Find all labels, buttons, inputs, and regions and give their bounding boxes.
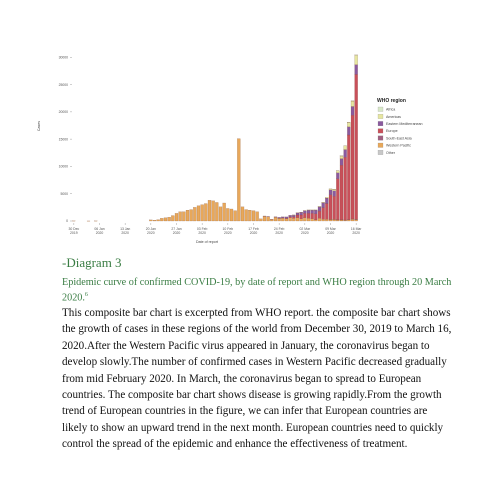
bar-segment [219,207,222,221]
y-tick-label: 0 [66,219,68,224]
bar-segment [333,196,336,219]
bar-segment [322,203,325,208]
bar-segment [157,220,160,221]
bar-segment [296,215,299,218]
bar-segment [300,215,303,219]
bar-segment [281,217,284,218]
bar-segment [292,217,295,218]
y-axis [59,55,72,223]
bar-segment [153,220,156,221]
bar-segment [318,218,321,221]
bar-segment [241,207,244,221]
bar-segment [164,218,167,221]
diagram-title: -Diagram 3 [62,255,122,270]
x-tick-label-year: 2020 [95,231,104,235]
bar-segment [311,219,314,221]
bar-segment [314,210,317,214]
bar-segment [289,217,292,218]
bar-segment [355,219,358,220]
bar-segment [289,218,292,221]
bar-segment [171,216,174,221]
legend-swatch [378,143,383,148]
bar-segment [311,213,314,218]
bar-segment [322,219,325,221]
bar-segment [190,210,193,221]
bar-segment [300,212,303,215]
bar-segment [278,217,281,218]
x-tick-label-year: 2020 [301,231,309,235]
bar-segment [344,150,347,158]
legend-swatch [378,107,383,112]
bar-segment [303,211,306,214]
bar-segment [215,202,218,221]
bar-segment [351,115,354,219]
bar-segment [340,159,343,166]
bar-segment [300,219,303,221]
bar-segment [355,220,358,221]
legend-entry: Other [386,150,395,155]
x-tick-label: 03 Feb [196,227,208,231]
bar-segment [186,210,189,221]
bar-segment [351,101,354,106]
bar-segment [314,220,317,221]
legend [377,98,423,155]
x-tick-label-year: 2020 [326,231,335,235]
x-tick-label-year: 2020 [249,231,258,235]
bar-segment [201,205,204,221]
x-tick-label-year: 2020 [147,231,155,235]
bar-segment [351,107,354,116]
bar-segment [303,218,306,221]
bar-segment [149,220,152,221]
bar-segment [285,217,288,218]
y-tick-label: 15000 [58,137,68,142]
caption-text: Epidemic curve of confirmed COVID-19, by date of report and WHO region through 20 March 2020. [62,277,452,304]
bar-segment [307,218,310,221]
legend-entry: Americas [386,114,401,119]
bar-segment [336,179,339,220]
bar-segment [285,219,288,221]
bar-segment [208,200,211,221]
bar-segment [292,218,295,221]
x-tick-label: 24 Feb [273,227,285,231]
legend-entry: Western Pacific [386,143,411,148]
bar-segment [256,212,259,221]
x-tick-label: 20 Jan [145,227,156,231]
plot-area [72,55,357,221]
bar-segment [230,209,233,221]
bar-segment [344,157,347,220]
legend-swatch [378,129,383,134]
bar-segment [182,212,185,221]
bar-segment [355,65,358,75]
y-tick-label: 10000 [58,164,68,169]
bar-segment [311,210,314,213]
y-tick-label: 5000 [60,191,68,196]
legend-entry: Eastern Mediterranean [386,122,423,126]
x-tick-label-year: 2019 [70,231,78,235]
bar-segment [325,197,328,198]
bar-segment [278,218,281,221]
x-tick-label-year: 2020 [198,231,206,235]
x-tick-label: 16 Mar [350,227,362,231]
bar-segment [318,211,321,218]
y-tick-label: 20000 [58,110,68,115]
bar-segment [212,201,215,221]
legend-swatch [378,114,383,119]
legend-swatch [378,150,383,155]
bar-segment [347,122,350,126]
y-tick-label: 30000 [58,55,68,60]
bar-segment [296,218,299,221]
bar-segment [351,219,354,221]
x-tick-label-year: 2020 [224,231,232,235]
bar-segment [223,203,226,221]
bar-segment [325,198,328,203]
x-tick-label: 27 Jan [171,227,182,231]
bar-segment [237,139,240,221]
x-tick-label: 09 Mar [325,227,336,231]
bar-segment [333,191,336,196]
legend-entry: Europe [386,129,398,134]
bar-segment [245,210,248,221]
bar-segment [289,215,292,217]
x-tick-label-year: 2020 [275,231,283,235]
bar-segment [234,211,237,221]
bar-segment [340,165,343,220]
bar-segment [296,213,299,215]
bar-segment [318,207,321,211]
bar-segment [248,210,251,221]
bar-segment [303,213,306,217]
bar-segment [267,217,270,221]
x-tick-label: 30 Dec [68,227,80,231]
bar-segment [355,55,358,56]
legend-swatch [378,136,383,141]
x-tick-label: 06 Jan [94,227,105,231]
caption-footnote: 6 [84,292,88,298]
x-tick-label: 17 Feb [248,227,259,231]
x-tick-label-year: 2020 [352,231,360,235]
bar-segment [355,74,358,219]
bar-segment [347,127,350,135]
bar-segment [274,217,277,221]
bar-segment [347,135,350,220]
bar-segment [307,213,310,218]
bar-segment [281,218,284,221]
x-tick-label: 02 Mar [299,227,311,231]
bar-segment [252,211,255,221]
bar-segment [307,210,310,213]
bar-segment [329,195,332,220]
bar-segment [168,217,171,221]
bar-segment [322,208,325,219]
figure-caption [62,276,462,304]
bar-segment [325,204,328,220]
bar-segment [329,189,332,190]
bar-segment [336,173,339,179]
legend-title: WHO region [377,98,406,104]
body-paragraph: This composite bar chart is excerpted from WHO report. the composite bar chart shows the growth of cases in these regions of the world from December 30, 2019 to March 16, 2020.After the Western Pacific virus appeared in January, the coronavirus began to develop slowly.The number of confirmed cases in Western Pacific decreased gradually from mid February 2020. In March, the coronavirus began to spread to European countries. The composite bar chart shows disease is growing rapidly.From the growth trend of European countries in the figure, we can infer that European countries are likely to show an upward trend in the next month. European countries need to quickly control the spread of the epidemic and enhance the effectiveness of treatment. [62,307,452,451]
bar-segment [175,213,178,221]
bar-segment [204,204,207,221]
legend-swatch [378,121,383,126]
bar-segment [325,219,328,221]
x-tick-label-year: 2020 [172,231,181,235]
bar-segment [259,219,262,221]
legend-entry: Africa [386,107,396,112]
bar-segment [344,146,347,150]
x-axis-label: Date of report [196,240,218,244]
bar-segment [270,219,273,221]
bar-segment [322,202,325,203]
bar-segment [197,206,200,221]
bar-segment [340,156,343,159]
bar-segment [355,55,358,64]
x-axis [68,223,362,235]
bar-segment [179,212,182,221]
bar-segment [347,220,350,221]
bar-segment [314,214,317,220]
bar-segment [193,207,196,221]
y-axis-label: Cases [37,120,41,132]
bar-segment [329,190,332,195]
bar-segment [263,216,266,221]
x-tick-label-year: 2020 [121,231,129,235]
bar-segment [285,218,288,219]
bar-segment [160,218,163,221]
y-tick-label: 25000 [58,82,68,87]
legend-entry: South-East Asia [386,136,412,141]
bar-segment [226,208,229,221]
bar-segment [336,171,339,173]
x-tick-label: 13 Jan [120,227,131,231]
x-tick-label: 10 Feb [222,227,234,231]
